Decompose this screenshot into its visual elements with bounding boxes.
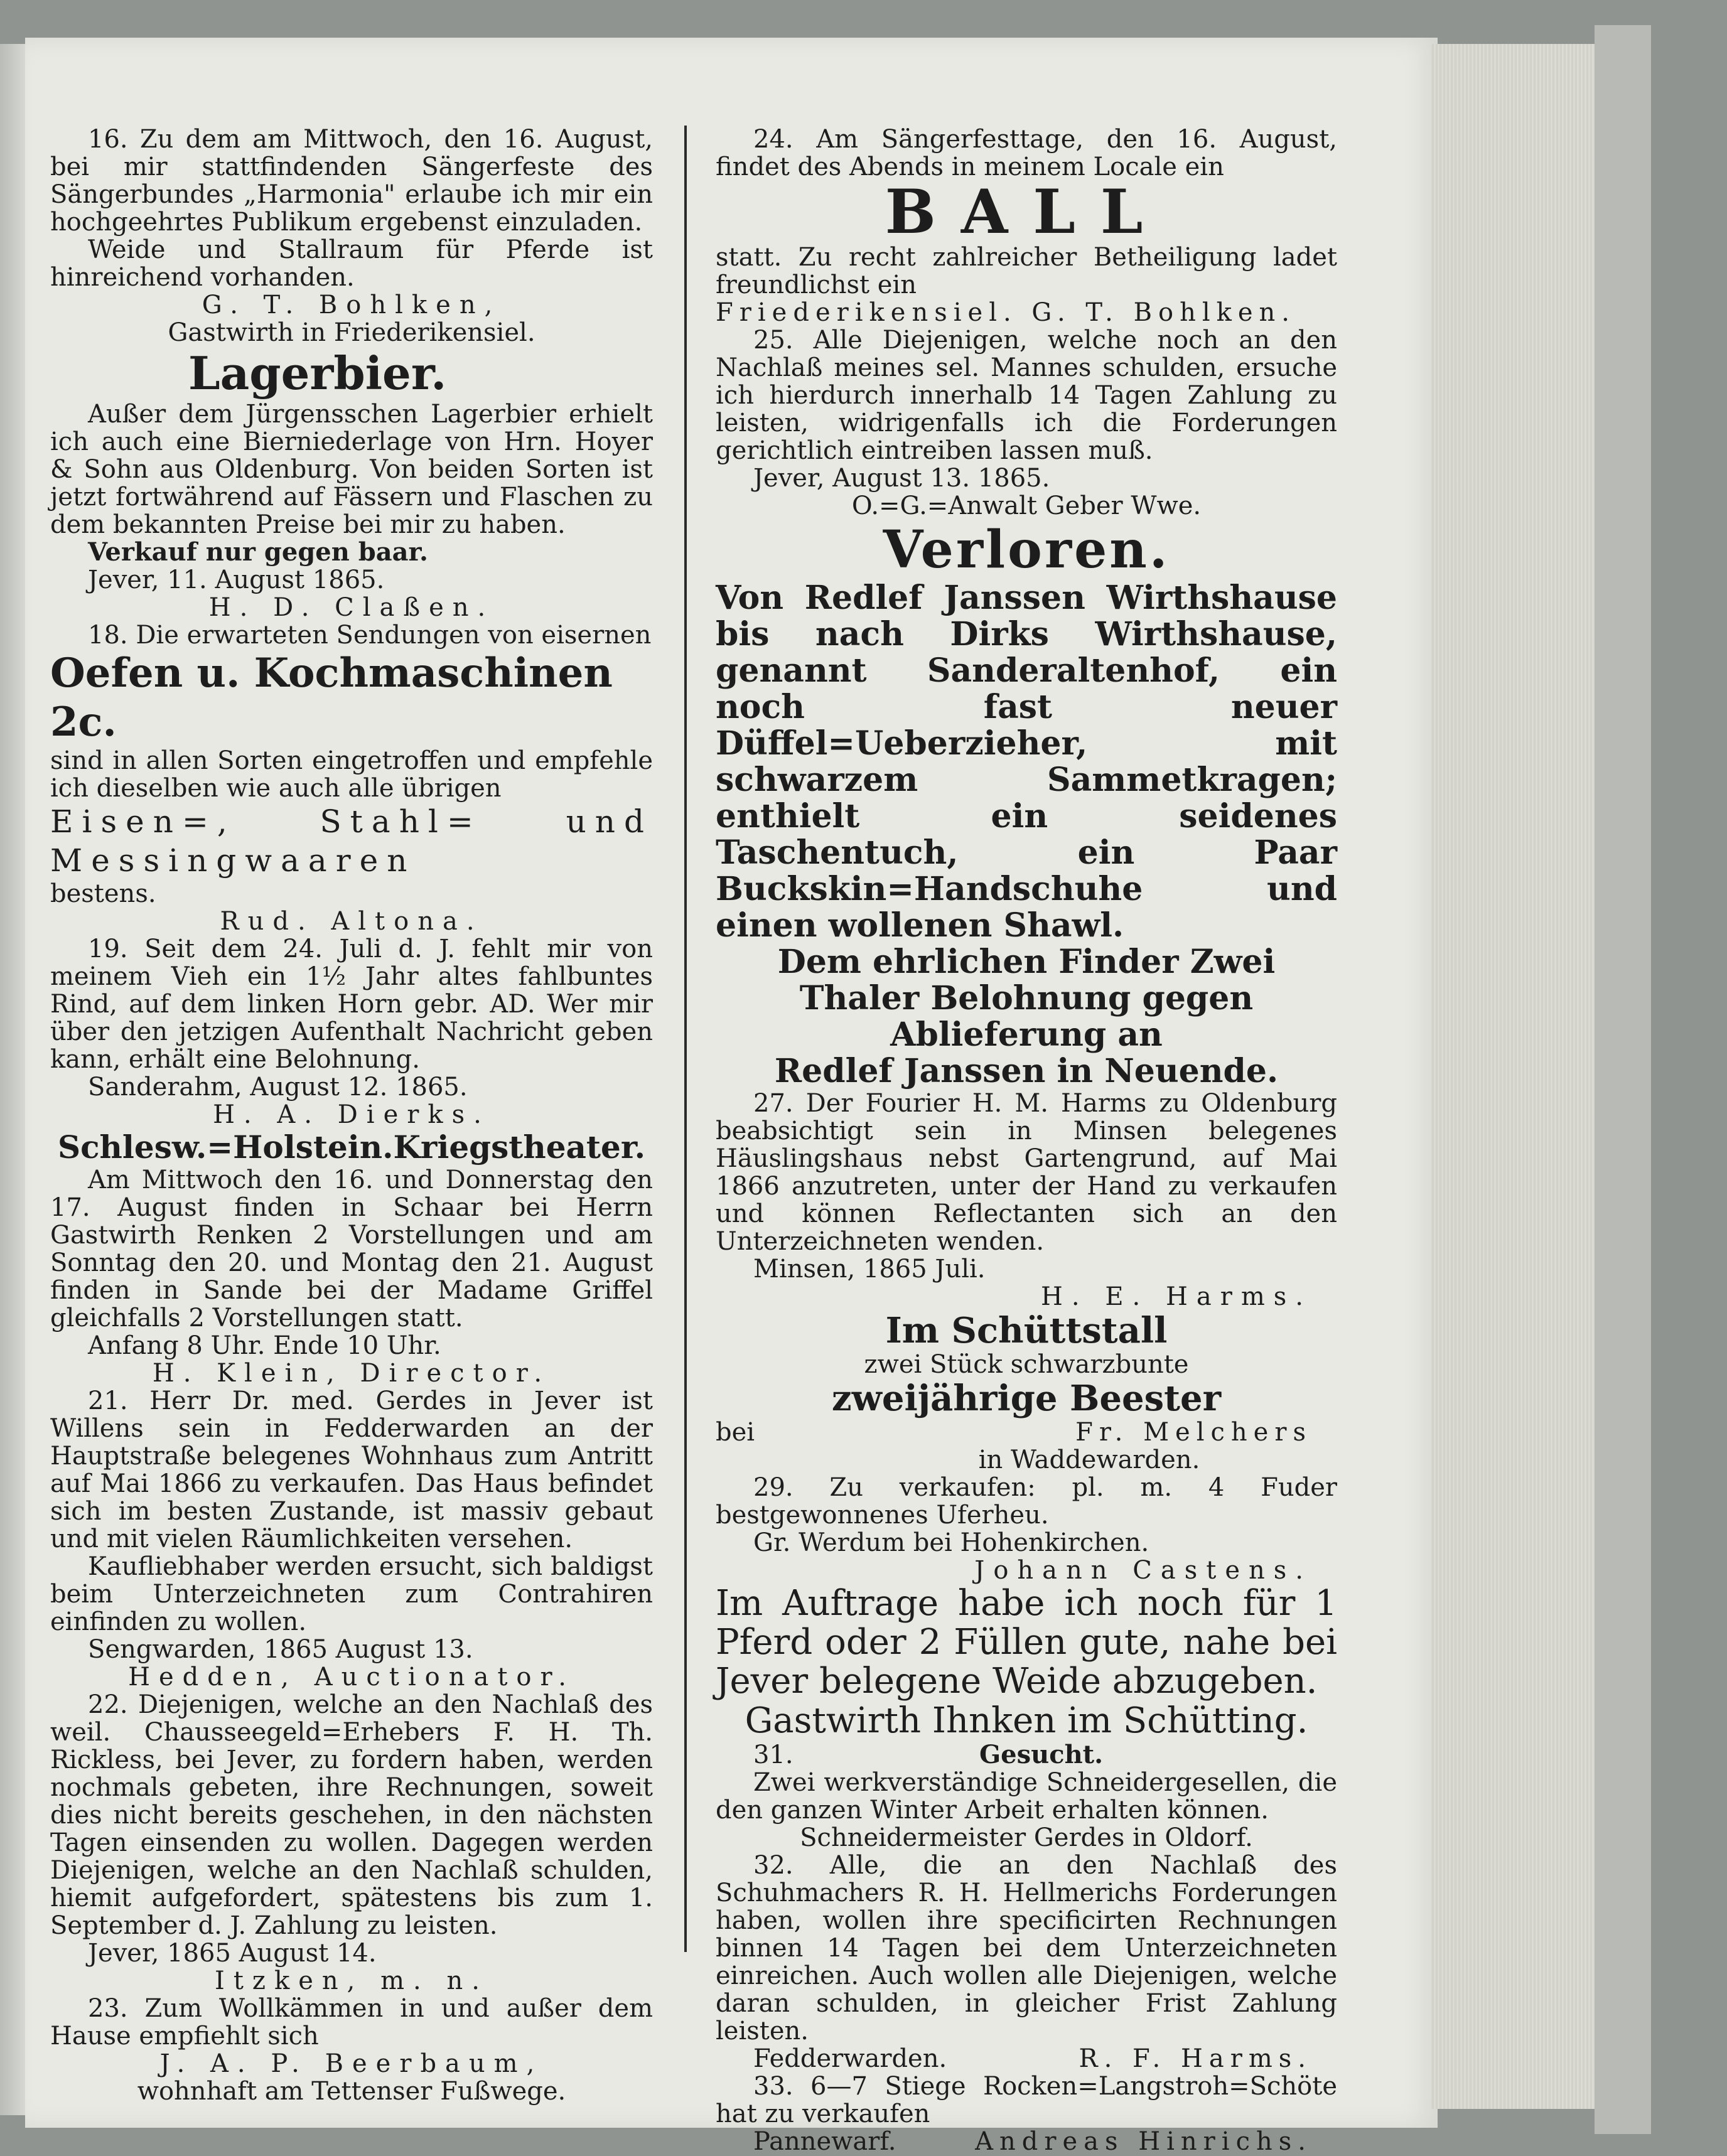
- ad-27-text: 27. Der Fourier H. M. Harms zu Oldenburg beabsichtigt sein in Minsen belegenes Häuslingshaus nebst Gartengrund, auf Mai 1866 anzutreten, unter der Hand zu verkaufen und können Reflectanten sich an den Unterzeichneten wenden.: [716, 1089, 1337, 1256]
- ad-25-place: Jever, August 13. 1865.: [753, 464, 1050, 493]
- ad-24-text: 24. Am Sängerfesttage, den 16. August, findet des Abends in meinem Locale ein: [716, 125, 1337, 181]
- ad-27-place: Minsen, 1865 Juli.: [753, 1255, 986, 1284]
- ad-32-place: Fedderwarden.: [753, 2044, 947, 2073]
- ad-25-signature: O.=G.=Anwalt Geber Wwe.: [851, 491, 1202, 520]
- ad-31-header: [716, 1741, 1337, 1769]
- ad-27: [716, 1090, 1337, 1311]
- ad-18-title: Oefen u. Kochmaschinen 2c.: [50, 650, 613, 746]
- book-cover-right: [1595, 25, 1651, 2134]
- ad-32: [716, 1852, 1337, 2073]
- verloren-reward: Dem ehrlichen Finder Zwei Thaler Belohnung gegen Ablieferung an: [777, 943, 1276, 1054]
- ad-18-sub: Eisen=, Stahl= und Messingwaaren: [50, 803, 653, 879]
- ad-32-footer: [716, 2045, 1337, 2073]
- ad-28-signature: Fr. Melchers: [1075, 1418, 1312, 1447]
- ad-31-text: Zwei werkverständige Schneidergesellen, die den ganzen Winter Arbeit erhalten können.: [716, 1768, 1337, 1825]
- ad-29-text: 29. Zu verkaufen: pl. m. 4 Fuder bestgewonnenes Uferheu.: [716, 1473, 1337, 1530]
- ad-28-title: Im Schüttstall: [885, 1310, 1168, 1351]
- weide-text: Im Auftrage habe ich noch für 1 Pferd oder 2 Füllen gute, nahe bei Jever belegene Weide abzugeben.: [716, 1583, 1337, 1702]
- ad-28-row: [716, 1419, 1337, 1446]
- ad-31-title: Gesucht.: [979, 1740, 1104, 1769]
- ad-16-text2: Weide und Stallraum für Pferde ist hinreichend vorhanden.: [50, 235, 653, 292]
- ad-28-place: in Waddewarden.: [978, 1445, 1200, 1474]
- ad-22-signature: Itzken, m. n.: [215, 1966, 488, 1995]
- theater-text: Am Mittwoch den 16. und Donnerstag den 17. August finden in Schaar bei Herrn Gastwirth Renken 2 Vorstellungen und am Sonntag den 20. und Montag den 21. August finden in Sande bei der Madame Griffel gleichfalls 2 Vorstellungen statt.: [50, 1166, 653, 1333]
- lagerbier-place: Jever, 11. August 1865.: [88, 566, 385, 594]
- ad-33-text: 33. 6—7 Stiege Rocken=Langstroh=Schöte hat zu verkaufen: [716, 2072, 1337, 2128]
- ad-19: [50, 935, 653, 1129]
- lagerbier-text: Außer dem Jürgensschen Lagerbier erhielt ich auch eine Bierniederlage von Hrn. Hoyer & Sohn aus Oldenburg. Von beiden Sorten ist jetzt fortwährend auf Fässern und Flaschen zu dem bekannten Preise bei mir zu haben.: [50, 400, 653, 539]
- ad-18-text: sind in allen Sorten eingetroffen und empfehle ich dieselben wie auch alle übrigen: [50, 746, 653, 803]
- ad-24-signature: Friederikensiel. G. T. Bohlken.: [716, 298, 1296, 327]
- ad-25: [716, 326, 1337, 520]
- ad-29-place: Gr. Werdum bei Hohenkirchen.: [753, 1528, 1149, 1557]
- ad-16-signature: G. T. Bohlken,: [202, 291, 502, 319]
- ad-33-footer: [716, 2128, 1337, 2155]
- ad-verloren: [716, 520, 1337, 1090]
- ad-19-text: 19. Seit dem 24. Juli d. J. fehlt mir von meinem Vieh ein 1½ Jahr altes fahlbuntes Rind, auf dem linken Horn gebr. AD. Wer mir über den jetzigen Aufenthalt Nachricht geben kann, erhält eine Belohnung.: [50, 935, 653, 1074]
- ad-16: [50, 126, 653, 346]
- ad-28-sub: zweijährige Beester: [831, 1378, 1222, 1419]
- ad-29: [716, 1474, 1337, 1584]
- verloren-address: Redlef Janssen in Neuende.: [774, 1052, 1279, 1090]
- ad-33-place: Pannewarf.: [753, 2127, 896, 2156]
- lagerbier-title: Lagerbier.: [188, 346, 447, 400]
- page-block-edges: [1431, 44, 1605, 2109]
- ad-21-text2: Kaufliebhaber werden ersucht, sich baldigst beim Unterzeichneten zum Contrahiren einfinden zu wollen.: [50, 1552, 653, 1636]
- verloren-text: Von Redlef Janssen Wirthshause bis nach Dirks Wirthshause, genannt Sanderaltenhof, ein noch fast neuer Düffel=Ueberzieher, mit schwarzem Sammetkragen; enthielt ein seidenes Taschentuch, ein Paar Buckskin=Handschuhe und einen wollenen Shawl.: [716, 579, 1337, 945]
- ad-22-place: Jever, 1865 August 14.: [88, 1939, 377, 1968]
- ad-28-line: zwei Stück schwarzbunte: [864, 1350, 1189, 1379]
- ad-lagerbier: [50, 346, 653, 621]
- ad-21-text: 21. Herr Dr. med. Gerdes in Jever ist Willens sein in Fedderwarden an der Hauptstraße belegenes Wohnhaus zum Antritt auf Mai 1866 zu verkaufen. Das Haus befindet sich im besten Zustande, ist massiv gebaut und mit vielen Räumlichkeiten versehen.: [50, 1386, 653, 1553]
- ad-18-signature: Rud. Altona.: [220, 907, 483, 936]
- ad-31-number: 31.: [753, 1740, 794, 1769]
- ad-33-signature: Andreas Hinrichs.: [975, 2127, 1312, 2156]
- left-column: [50, 126, 653, 2105]
- ad-weide: [716, 1584, 1337, 1741]
- ad-25-text: 25. Alle Diejenigen, welche noch an den Nachlaß meines sel. Mannes schulden, ersuche ich hierdurch innerhalb 14 Tagen Zahlung zu leisten, widrigenfalls ich die Forderungen gerichtlich eintreiben lassen muß.: [716, 326, 1337, 465]
- ad-23-text: 23. Zum Wollkämmen in und außer dem Hause empfiehlt sich: [50, 1994, 653, 2051]
- ad-19-signature: H. A. Dierks.: [213, 1100, 490, 1129]
- ad-23-address: wohnhaft am Tettenser Fußwege.: [137, 2077, 566, 2106]
- ad-28-bei: bei: [716, 1418, 755, 1447]
- lagerbier-note: Verkauf nur gegen baar.: [88, 537, 428, 567]
- ad-29-signature: Johann Castens.: [974, 1556, 1312, 1585]
- ad-31: [716, 1741, 1337, 1852]
- ad-16-text: 16. Zu dem am Mittwoch, den 16. August, bei mir stattfindenden Sängerfeste des Sängerbundes „Harmonia" erlaube ich mir ein hochgeehrtes Publikum ergebenst einzuladen.: [50, 125, 653, 237]
- ad-27-signature: H. E. Harms.: [1041, 1282, 1312, 1311]
- ad-19-place: Sanderahm, August 12. 1865.: [88, 1073, 468, 1102]
- theater-signature: H. Klein, Director.: [152, 1359, 551, 1388]
- ad-21-place: Sengwarden, 1865 August 13.: [88, 1635, 473, 1664]
- ad-24-ball-title: BALL: [885, 176, 1168, 247]
- column-rule: [684, 126, 687, 1952]
- ad-18-tail: bestens.: [50, 879, 156, 908]
- weide-signature: Gastwirth Ihnken im Schütting.: [745, 1700, 1308, 1741]
- ad-24: [716, 126, 1337, 326]
- ad-31-signature: Schneidermeister Gerdes in Oldorf.: [800, 1823, 1253, 1852]
- theater-title: Schlesw.=Holstein.Kriegstheater.: [57, 1129, 645, 1166]
- verloren-title: Verloren.: [883, 520, 1170, 580]
- ad-32-signature: R. F. Harms.: [1079, 2044, 1312, 2073]
- ad-18: [50, 621, 653, 935]
- ad-21: [50, 1387, 653, 1691]
- ad-22-text: 22. Diejenigen, welche an den Nachlaß des weil. Chausseegeld=Erhebers F. H. Th. Rickless, bei Jever, zu fordern haben, werden nochmals gebeten, ihre Rechnungen, soweit dies nicht bereits geschehen, in den nächsten Tagen einsenden zu wollen. Dagegen werden Diejenigen, welche an den Nachlaß schulden, hiemit aufgefordert, spätestens bis zum 1. September d. J. Zahlung zu leisten.: [50, 1690, 653, 1940]
- ad-21-signature: Hedden, Auctionator.: [128, 1663, 575, 1692]
- ad-24-text2: statt. Zu recht zahlreicher Betheiligung ladet freundlichst ein: [716, 243, 1337, 299]
- ad-theater: [50, 1129, 653, 1387]
- theater-time: Anfang 8 Uhr. Ende 10 Uhr.: [88, 1331, 441, 1360]
- ad-22: [50, 1691, 653, 1995]
- ad-33: [716, 2073, 1337, 2155]
- ad-32-text: 32. Alle, die an den Nachlaß des Schuhmachers R. H. Hellmerichs Forderungen haben, wollen ihre specificirten Rechnungen binnen 14 Tagen bei dem Unterzeichneten einreichen. Auch wollen alle Diejenigen, welche daran schulden, in gleicher Frist Zahlung leisten.: [716, 1851, 1337, 2046]
- right-column: [716, 126, 1337, 2155]
- ad-16-signature-title: Gastwirth in Friederikensiel.: [168, 318, 535, 347]
- lagerbier-signature: H. D. Claßen.: [208, 593, 495, 622]
- ad-28: [716, 1311, 1337, 1474]
- ad-23: [50, 1995, 653, 2105]
- ad-23-signature: J. A. P. Beerbaum,: [159, 2049, 544, 2078]
- ad-18-lead: 18. Die erwarteten Sendungen von eisernen: [88, 621, 652, 650]
